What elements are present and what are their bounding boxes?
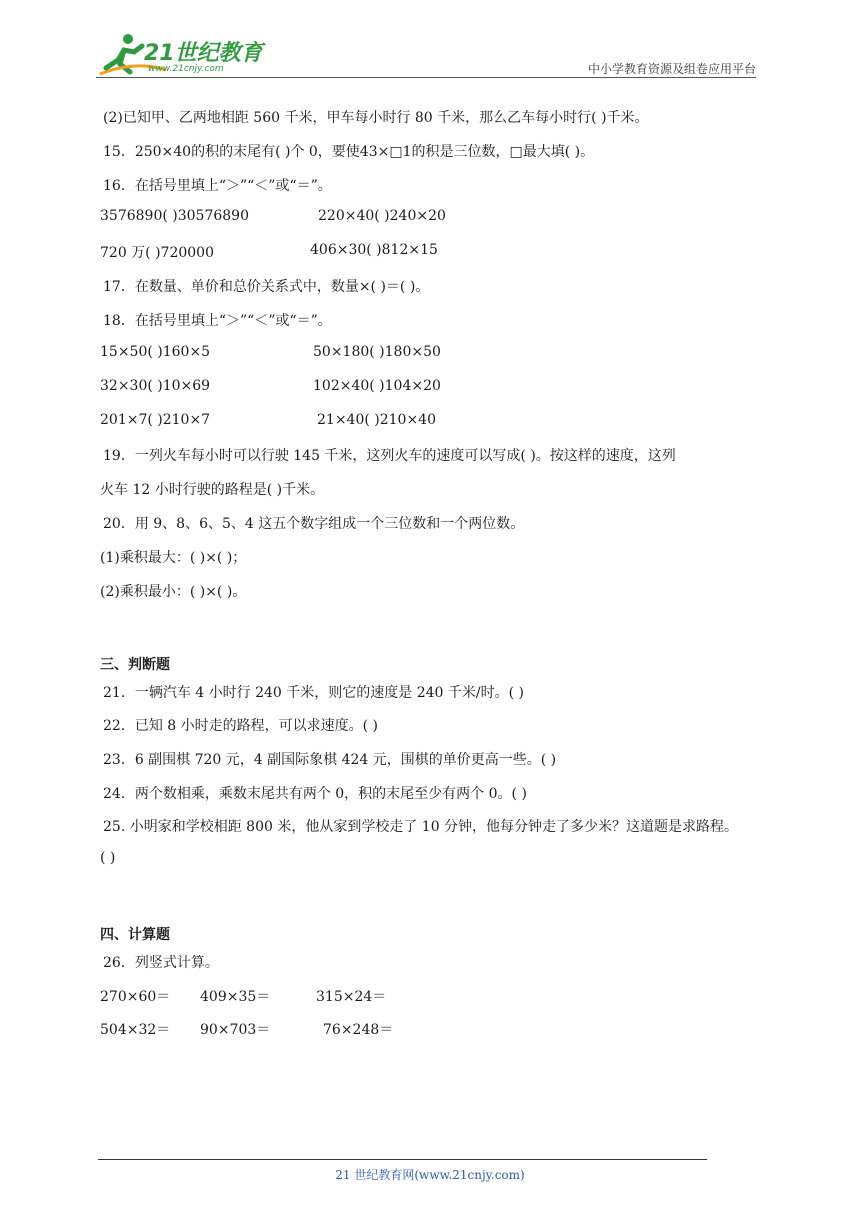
q23: 23．6 副围棋 720 元，4 副国际象棋 424 元，围棋的单价更高一些。( ): [103, 752, 557, 768]
site-logo: [96, 30, 266, 80]
q18-item-f: 21×40( )210×40: [317, 412, 436, 428]
q17: 17．在数量、单价和总价关系式中，数量×( )＝( )。: [103, 279, 430, 295]
q16-item-c: 720 万( )720000: [100, 245, 214, 261]
q20-part1: (1)乘积最大：( )×( )；: [100, 550, 247, 566]
q26: 26．列竖式计算。: [103, 955, 219, 971]
q18-item-d: 102×40( )104×20: [313, 378, 441, 394]
q20-part2: (2)乘积最小：( )×( )。: [100, 584, 247, 600]
header-platform-text: 中小学教育资源及组卷应用平台: [587, 62, 756, 76]
q16-item-a: 3576890( )30576890: [100, 208, 249, 224]
q18: 18．在括号里填上“＞”“＜”或“＝”。: [103, 313, 332, 329]
q22: 22．已知 8 小时走的路程，可以求速度。( ): [103, 718, 378, 734]
section-judgment-title: 三、判断题: [100, 657, 170, 673]
q26-item-d: 504×32＝: [100, 1022, 171, 1038]
q24: 24．两个数相乘，乘数末尾共有两个 0，积的末尾至少有两个 0。( ): [103, 786, 527, 802]
q25-line1: 25. 小明家和学校相距 800 米，他从家到学校走了 10 分钟，他每分钟走了多少米？这道题是求路程。: [103, 819, 739, 835]
q16: 16．在括号里填上“＞”“＜”或“＝”。: [103, 178, 332, 194]
footer-text: 21 世纪教育网(www.21cnjy.com): [335, 1168, 525, 1182]
q18-item-a: 15×50( )160×5: [100, 344, 211, 360]
q16-item-b: 220×40( )240×20: [318, 208, 446, 224]
q14-part2: (2)已知甲、乙两地相距 560 千米，甲车每小时行 80 千米，那么乙车每小时行( )千米。: [103, 110, 649, 126]
q26-item-b: 409×35＝: [200, 989, 271, 1005]
logo-text: 21世纪教育: [144, 41, 263, 66]
q18-item-c: 32×30( )10×69: [100, 378, 211, 394]
logo-url: www.21cnjy.com: [148, 64, 224, 74]
q20: 20．用 9、8、6、5、4 这五个数字组成一个三位数和一个两位数。: [103, 516, 525, 532]
q21: 21．一辆汽车 4 小时行 240 千米，则它的速度是 240 千米/时。( ): [103, 685, 524, 701]
q26-item-c: 315×24＝: [316, 989, 387, 1005]
section-calculation-title: 四、计算题: [100, 927, 170, 943]
q25-line2: ( ): [100, 850, 116, 866]
q26-item-f: 76×248＝: [323, 1022, 394, 1038]
q16-item-d: 406×30( )812×15: [310, 242, 438, 258]
q19-line2: 火车 12 小时行驶的路程是( )千米。: [100, 482, 325, 498]
footer-divider: [98, 1159, 707, 1160]
header-divider: [96, 77, 756, 78]
q19-line1: 19．一列火车每小时可以行驶 145 千米，这列火车的速度可以写成( )。按这样的速度，这列: [103, 448, 676, 464]
q18-item-b: 50×180( )180×50: [313, 344, 441, 360]
q26-item-e: 90×703＝: [200, 1022, 271, 1038]
q15: 15．250×40的积的末尾有( )个 0，要使43×□1的积是三位数，□最大填( )。: [103, 144, 595, 160]
q18-item-e: 201×7( )210×7: [100, 412, 211, 428]
q26-item-a: 270×60＝: [100, 989, 171, 1005]
